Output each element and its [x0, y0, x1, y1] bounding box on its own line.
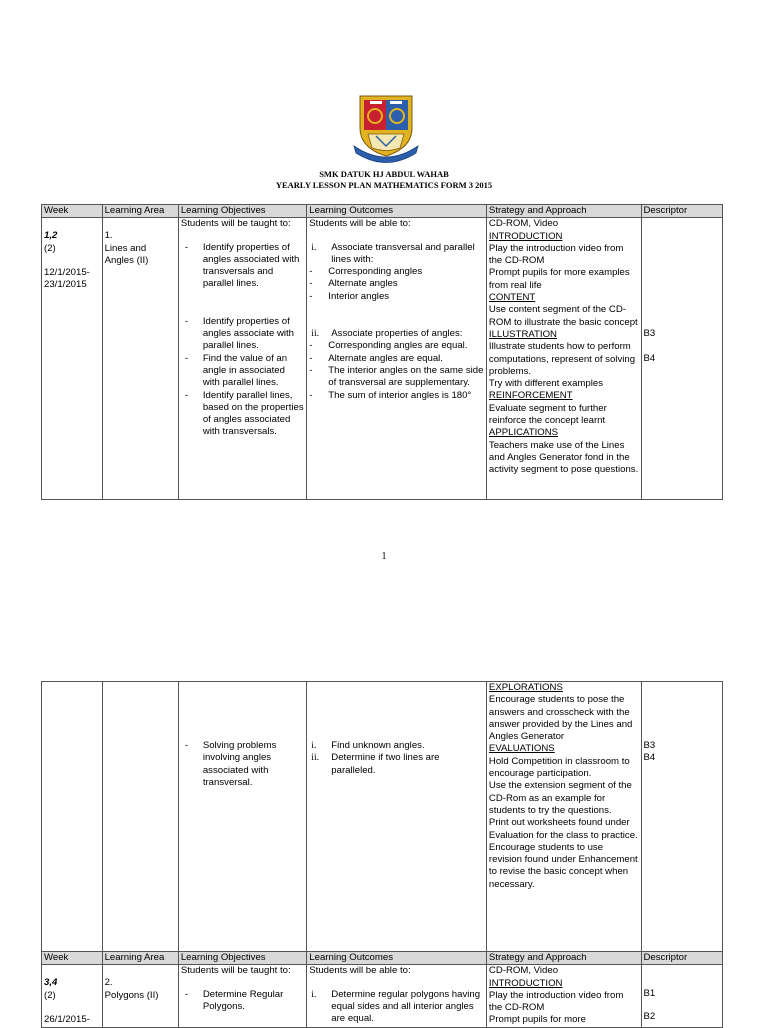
objectives-cell [178, 218, 306, 500]
school-name: SMK DATUK HJ ABDUL WAHAB [319, 169, 449, 179]
area-name: Lines and Angles (II) [104, 242, 149, 266]
outcome-ii: ii. Associate properties of angles: [311, 328, 463, 340]
strategy-heading: APPLICATIONS [488, 427, 559, 439]
objectives-cell [178, 682, 306, 952]
table-row [42, 218, 723, 500]
week-dates: 12/1/2015-23/1/2015 [44, 266, 90, 291]
objective-item: - Identify properties of angles associated with transversals and parallel lines. [181, 242, 304, 291]
outcome-i: i. Find unknown angles. [311, 740, 425, 751]
outcome-subitem: - Corresponding angles [309, 266, 484, 278]
week-cell [42, 218, 103, 500]
page-number: 1 [381, 551, 387, 562]
area-number: 1. [104, 230, 113, 242]
objectives-cell [178, 965, 306, 1027]
col-week: Week [42, 205, 103, 218]
table-row [42, 965, 723, 1027]
page-gap [0, 568, 768, 640]
learning-area-cell [102, 218, 178, 500]
objective-item: - Determine Regular Polygons. [181, 989, 304, 1014]
descriptor-code: B4 [643, 352, 656, 364]
outcome-subitem: - Interior angles [309, 291, 484, 303]
col-learning-outcomes: Learning Outcomes [307, 205, 487, 218]
col-week: Week [42, 952, 103, 965]
area-name: Polygons (II) [104, 989, 159, 1001]
strategy-cell: EXPLORATIONS Encourage students to pose the answers and crosscheck with the answer provided by the Lines and Angles Generator EVALUATIONS Hold Competition in classroom to encourage participation. Use the extension segment of the CD-Rom as an example for students to try the questions. Print out worksheets found under Evaluation for the class to practice. Encourage students to use revision found under Enhancement to revise the basic concept when necessary. [486, 682, 641, 952]
area-number: 2. [104, 977, 113, 989]
week-count: (2) [44, 242, 56, 254]
descriptor-code: B1 [643, 988, 656, 1000]
descriptor-code: B4 [643, 752, 656, 764]
outcome-subitem: - The sum of interior angles is 180° [309, 390, 484, 402]
week-cell [42, 965, 103, 1027]
week-dates: 26/1/2015- [44, 1013, 90, 1025]
outcomes-cell [307, 682, 487, 952]
outcome-subitem: - Alternate angles are equal. [309, 353, 484, 365]
week-cell [42, 682, 103, 952]
descriptor-code: B3 [643, 328, 656, 340]
table-header-row [42, 205, 723, 218]
outcome-subitem: - Alternate angles [309, 278, 484, 290]
plan-title: YEARLY LESSON PLAN MATHEMATICS FORM 3 2015 [275, 180, 493, 190]
outcomes-cell [307, 965, 487, 1027]
objectives-intro: Students will be taught to: [180, 218, 291, 230]
descriptor-code: B2 [643, 1010, 656, 1022]
col-learning-area: Learning Area [102, 952, 178, 965]
strategy-heading: CONTENT [488, 292, 536, 304]
col-learning-objectives: Learning Objectives [178, 952, 306, 965]
outcome-ii: ii. Determine if two lines are paralleled. [311, 752, 440, 776]
week-number: 3,4 [44, 977, 58, 989]
objective-item: - Identify properties of angles associate with parallel lines. [181, 316, 304, 353]
learning-area-cell [102, 965, 178, 1027]
school-crest-logo [346, 86, 426, 166]
objective-item: - Solving problems involving angles associated with transversal. [181, 740, 304, 789]
strategy-cell: CD-ROM, Video INTRODUCTION Play the introduction video from the CD-ROM Prompt pupils for more examples from real life CONTENT Use content segment of the CD-ROM to illustrate the basic concept ILLUSTRATION Illustrate students how to perform computations, represent of solving problems. Try with different examples REINFORCEMENT Evaluate segment to further reinforce the concept learnt APPLICATIONS Teachers make use of the Lines and Angles Generator fond in the activity segment to pose questions. [486, 218, 641, 500]
strategy-heading: INTRODUCTION [488, 977, 563, 989]
week-number: 1,2 [44, 230, 58, 242]
table-row [42, 682, 723, 952]
document-heading [0, 169, 768, 191]
col-strategy: Strategy and Approach [486, 952, 641, 965]
objective-item: - Find the value of an angle in associated with parallel lines. [181, 353, 304, 390]
outcome-i: i. Associate transversal and parallel lines with: [311, 241, 475, 265]
descriptor-code: B3 [643, 740, 656, 751]
col-descriptor: Descriptor [641, 205, 723, 218]
outcome-i: i. Determine regular polygons having equal sides and all interior angles are equal. [311, 988, 481, 1025]
learning-area-cell [102, 682, 178, 952]
outcomes-intro: Students will be able to: [309, 965, 411, 977]
page-2 [0, 640, 768, 1024]
outcomes-cell [307, 218, 487, 500]
table-header-row [42, 952, 723, 965]
outcomes-intro: Students will be able to: [309, 218, 411, 230]
strategy-heading: EVALUATIONS [488, 743, 555, 755]
outcome-subitem: - The interior angles on the same side of transversal are supplementary. [309, 365, 484, 390]
week-count: (2) [44, 989, 56, 1001]
descriptor-cell [641, 682, 723, 952]
strategy-heading: ILLUSTRATION [488, 328, 557, 340]
col-strategy: Strategy and Approach [486, 205, 641, 218]
col-learning-outcomes: Learning Outcomes [307, 952, 487, 965]
lesson-plan-table-1 [41, 204, 723, 500]
objectives-intro: Students will be taught to: [180, 965, 291, 977]
objective-item: - Identify parallel lines, based on the properties of angles associated with transversals. [181, 390, 304, 439]
strategy-heading: INTRODUCTION [488, 230, 563, 242]
descriptor-cell [641, 218, 723, 500]
outcome-subitem: - Corresponding angles are equal. [309, 340, 484, 352]
col-descriptor: Descriptor [641, 952, 723, 965]
strategy-heading: EXPLORATIONS [488, 682, 563, 693]
strategy-cell: CD-ROM, Video INTRODUCTION Play the introduction video from the CD-ROM Prompt pupils for more [486, 965, 641, 1027]
lesson-plan-table-2 [41, 681, 723, 1028]
col-learning-objectives: Learning Objectives [178, 205, 306, 218]
col-learning-area: Learning Area [102, 205, 178, 218]
strategy-heading: REINFORCEMENT [488, 390, 573, 402]
descriptor-cell [641, 965, 723, 1027]
